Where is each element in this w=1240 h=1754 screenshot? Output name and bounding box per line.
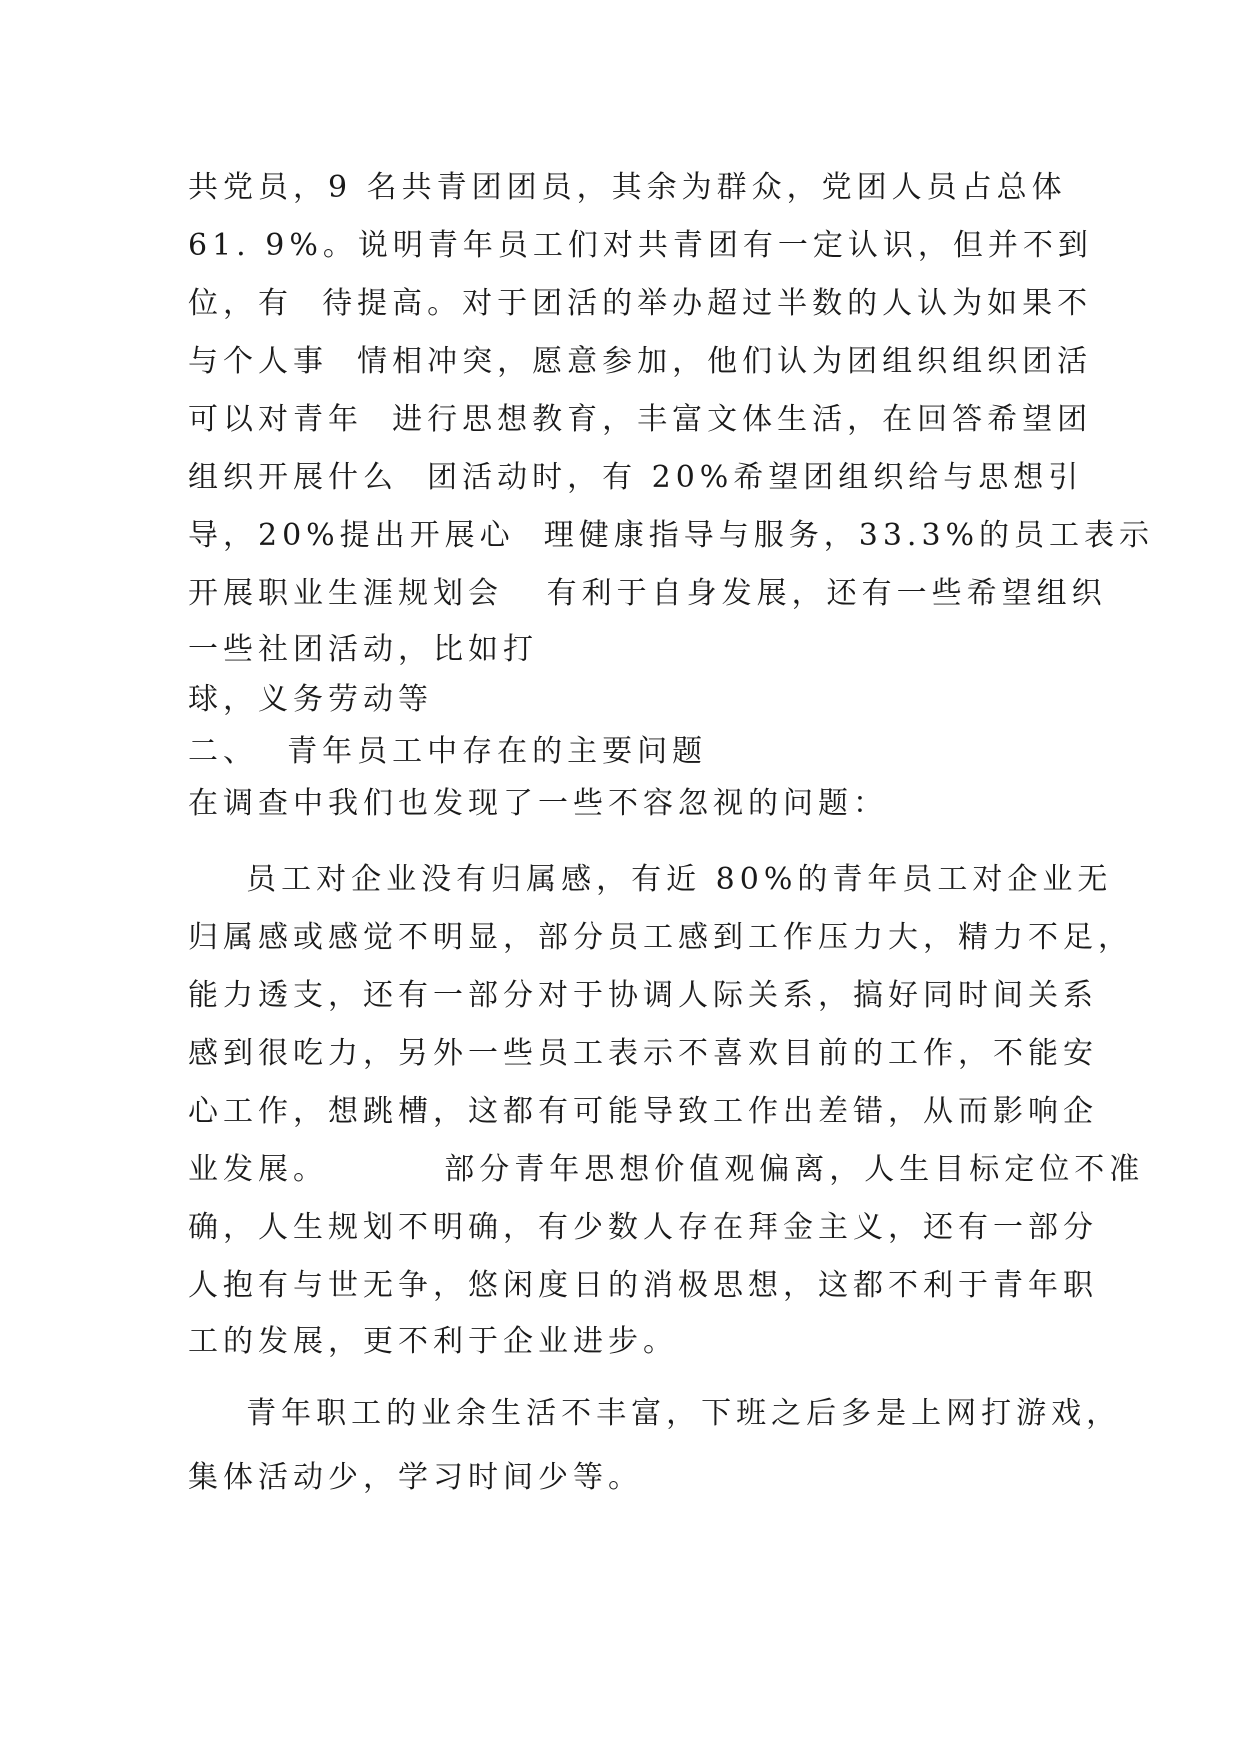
- text-line: 员工对企业没有归属感，有近 80%的青年员工对企业无: [188, 862, 1113, 897]
- text-line: 归属感或感觉不明显，部分员工感到工作压力大，精力不足，: [188, 920, 1133, 955]
- text-line: 确，人生规划不明确，有少数人存在拜金主义，还有一部分: [188, 1210, 1098, 1245]
- text-line: 感到很吃力，另外一些员工表示不喜欢目前的工作，不能安: [188, 1036, 1098, 1071]
- text-line: 心工作，想跳槽，这都有可能导致工作出差错，从而影响企: [188, 1094, 1098, 1129]
- text-line: 位，有 待提高。对于团活的举办超过半数的人认为如果不: [188, 286, 1093, 321]
- text-line: 导，20%提出开展心 理健康指导与服务，33.3%的员工表示: [188, 518, 1155, 553]
- text-line: 业发展。 部分青年思想价值观偏离，人生目标定位不准: [188, 1152, 1145, 1187]
- text-line: 能力透支，还有一部分对于协调人际关系，搞好同时间关系: [188, 978, 1098, 1013]
- text-line: 在调查中我们也发现了一些不容忽视的问题：: [188, 786, 888, 821]
- text-line: 青年职工的业余生活不丰富，下班之后多是上网打游戏，: [188, 1396, 1122, 1431]
- text-line: 工的发展，更不利于企业进步。: [188, 1324, 678, 1359]
- text-line: 集体活动少，学习时间少等。: [188, 1460, 643, 1495]
- text-line: 人抱有与世无争，悠闲度日的消极思想，这都不利于青年职: [188, 1268, 1098, 1303]
- text-line: 共党员，9 名共青团团员，其余为群众，党团人员占总体: [188, 170, 1067, 205]
- text-line: 61. 9%。说明青年员工们对共青团有一定认识，但并不到: [188, 228, 1093, 263]
- text-line: 开展职业生涯规划会 有利于自身发展，还有一些希望组织: [188, 576, 1107, 611]
- text-line: 一些社团活动，比如打: [188, 632, 538, 667]
- text-line: 球，义务劳动等: [188, 682, 433, 717]
- section-heading: 二、 青年员工中存在的主要问题: [188, 734, 708, 769]
- text-line: 组织开展什么 团活动时，有 20%希望团组织给与思想引: [188, 460, 1084, 495]
- text-line: 可以对青年 进行思想教育，丰富文体生活，在回答希望团: [188, 402, 1093, 437]
- text-line: 与个人事 情相冲突，愿意参加，他们认为团组织组织团活: [188, 344, 1093, 379]
